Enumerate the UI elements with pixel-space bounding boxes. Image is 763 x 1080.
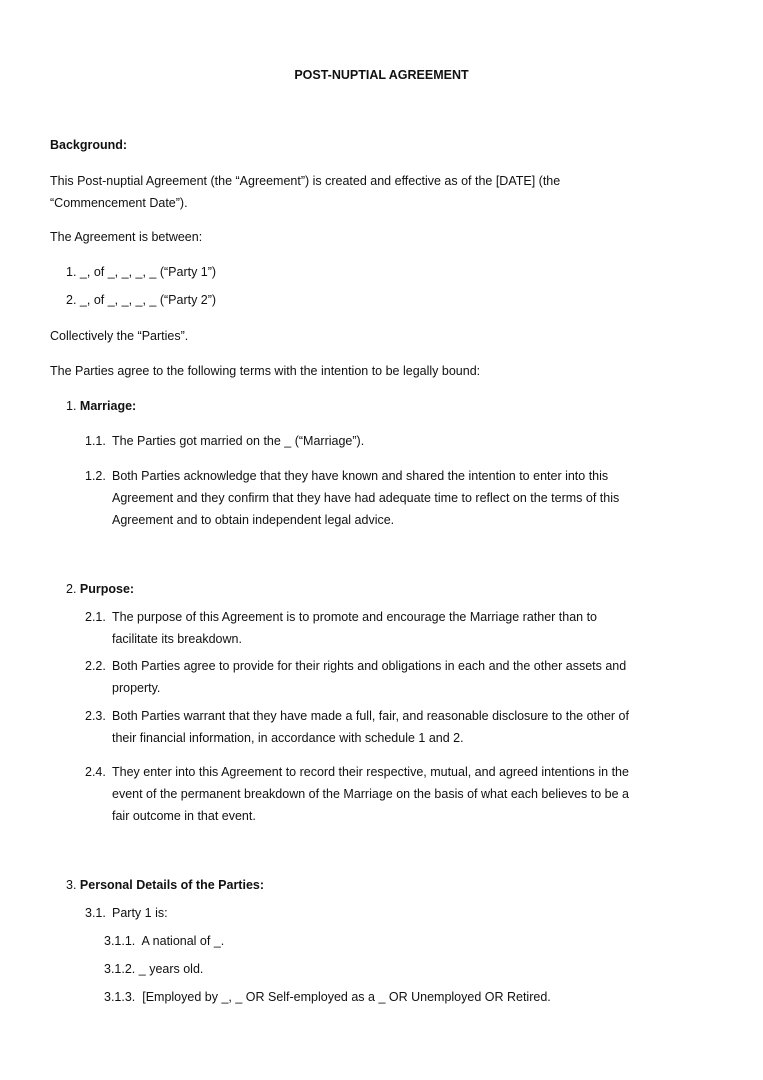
- subclause-3-1-1: [104, 930, 224, 952]
- section-number: 2.: [66, 582, 77, 596]
- clause-number: 2.1.: [85, 610, 106, 624]
- subclause-text: A national of _.: [141, 934, 225, 948]
- section-title: Purpose:: [79, 582, 135, 596]
- clause-number: 3.1.: [85, 906, 106, 920]
- clause-2-3: [85, 705, 705, 749]
- party-2-number: 2.: [66, 293, 77, 307]
- clause-text-line: Agreement and to obtain independent legal advice.: [112, 513, 395, 527]
- clause-text-line: property.: [112, 681, 161, 695]
- clause-text-line: Both Parties acknowledge that they have known and shared the intention to enter into this: [112, 469, 609, 483]
- clause-text-line: Both Parties warrant that they have made a full, fair, and reasonable disclosure to the other of: [112, 709, 629, 723]
- section-title: Personal Details of the Parties:: [79, 878, 265, 892]
- agree-line: The Parties agree to the following terms with the intention to be legally bound:: [50, 364, 481, 378]
- clause-2-1: [85, 606, 705, 650]
- party-1-number: 1.: [66, 265, 77, 279]
- party-2-item: [66, 289, 216, 311]
- section-3-heading: [66, 874, 264, 896]
- clause-3-1: [85, 902, 705, 924]
- clause-text-line: Both Parties agree to provide for their rights and obligations in each and the other assets and: [112, 659, 627, 673]
- subclause-3-1-3: [104, 986, 551, 1008]
- clause-2-4: [85, 761, 705, 827]
- clause-text-line: Party 1 is:: [112, 906, 168, 920]
- clause-2-2: [85, 655, 705, 699]
- subclause-number: 3.1.1.: [104, 934, 136, 948]
- background-heading: Background:: [50, 138, 128, 152]
- clause-text-line: The purpose of this Agreement is to promote and encourage the Marriage rather than to: [112, 610, 598, 624]
- subclause-3-1-2: [104, 958, 203, 980]
- intro-paragraph-line-1: This Post-nuptial Agreement (the “Agreement”) is created and effective as of the [DATE] (the: [50, 174, 561, 188]
- subclause-number: 3.1.3.: [104, 990, 136, 1004]
- clause-1-1: [85, 430, 705, 452]
- clause-text-line: The Parties got married on the _ (“Marriage”).: [112, 434, 365, 448]
- clause-text-line: fair outcome in that event.: [112, 809, 256, 823]
- section-1-heading: [66, 395, 136, 417]
- clause-text-line: They enter into this Agreement to record their respective, mutual, and agreed intentions in the: [112, 765, 629, 779]
- section-title: Marriage:: [79, 399, 137, 413]
- subclause-text: _ years old.: [138, 962, 204, 976]
- clause-text-line: their financial information, in accordance with schedule 1 and 2.: [112, 731, 464, 745]
- intro-paragraph-line-2: “Commencement Date”).: [50, 196, 188, 210]
- clause-text-line: event of the permanent breakdown of the Marriage on the basis of what each believes to be a: [112, 787, 629, 801]
- subclause-number: 3.1.2.: [104, 962, 136, 976]
- party-2-text: _, of _, _, _, _ (“Party 2”): [79, 293, 217, 307]
- clause-number: 1.2.: [85, 469, 106, 483]
- clause-1-2: [85, 465, 705, 531]
- clause-number: 2.3.: [85, 709, 106, 723]
- between-line: The Agreement is between:: [50, 230, 203, 244]
- section-2-heading: [66, 578, 134, 600]
- clause-text-line: Agreement and they confirm that they have had adequate time to reflect on the terms of this: [112, 491, 620, 505]
- party-1-item: [66, 261, 216, 283]
- clause-number: 2.4.: [85, 765, 106, 779]
- clause-number: 2.2.: [85, 659, 106, 673]
- subclause-text: [Employed by _, _ OR Self-employed as a _ OR Unemployed OR Retired.: [142, 990, 551, 1004]
- document-title: POST-NUPTIAL AGREEMENT: [294, 68, 469, 82]
- section-number: 1.: [66, 399, 77, 413]
- clause-text-line: facilitate its breakdown.: [112, 632, 242, 646]
- section-number: 3.: [66, 878, 77, 892]
- party-1-text: _, of _, _, _, _ (“Party 1”): [79, 265, 217, 279]
- collectively-line: Collectively the “Parties”.: [50, 329, 189, 343]
- clause-number: 1.1.: [85, 434, 106, 448]
